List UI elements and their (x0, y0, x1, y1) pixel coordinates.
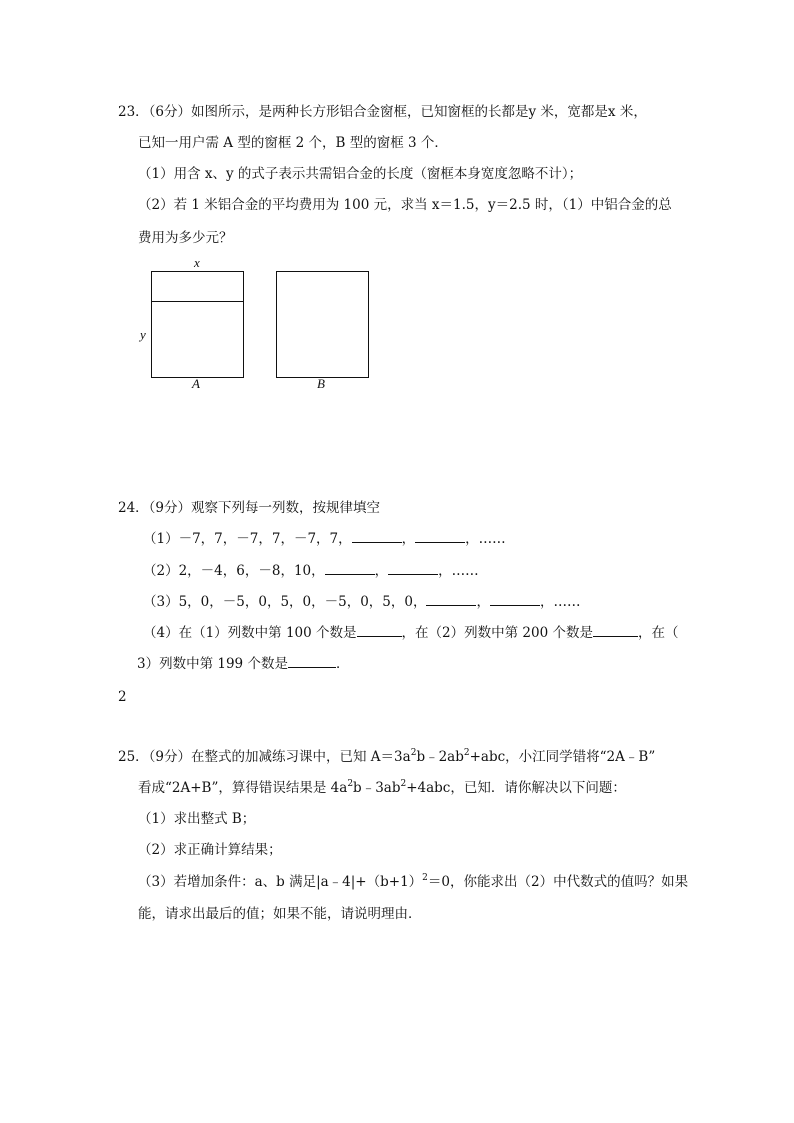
q24-title: 24．（9分）观察下列每一列数，按规律填空 (118, 500, 381, 516)
window-frame-a (151, 271, 244, 378)
superscript: 2 (347, 779, 354, 789)
q25-line1-c: +abc，小江同学错将“2A﹣B” (469, 749, 656, 765)
q24-part1-sequence: （1）－7，7，－7，7，－7，7， (143, 531, 352, 547)
ellipsis: ，…… (438, 563, 479, 579)
answer-blank[interactable] (357, 624, 402, 637)
superscript: 2 (400, 779, 407, 789)
superscript: 2 (410, 748, 417, 758)
q23-part2b: 费用为多少元？ (138, 230, 233, 246)
q24-part4b (137, 654, 349, 674)
q25-part3a (138, 872, 688, 892)
figure-label-a: A (192, 376, 200, 391)
q24-part4a (143, 623, 678, 643)
superscript: 2 (463, 748, 470, 758)
q25-part1: （1）求出整式 B； (138, 811, 256, 827)
q25-part3-a-end: ＝0，你能求出（2）中代数式的值吗？如果 (427, 874, 689, 890)
q23-line1: 23．（6分）如图所示，是两种长方形铝合金窗框，已知窗框的长都是y 米，宽都是x 米， (118, 104, 647, 120)
q23-part1: （1）用含 x、y 的式子表示共需铝合金的长度（窗框本身宽度忽略不计）； (138, 166, 583, 182)
q24-part4-text-2: ，在（2）列数中第 200 个数是 (401, 625, 593, 641)
q25-line2 (138, 778, 626, 798)
q25-line1 (118, 747, 655, 767)
separator: ， (374, 563, 389, 579)
answer-blank[interactable] (388, 562, 438, 575)
ellipsis: ，…… (539, 594, 581, 610)
q23-part2a: （2）若 1 米铝合金的平均费用为 100 元，求当 x＝1.5，y＝2.5 时，（1）中铝合金的总 (138, 197, 672, 213)
q24-part2-sequence: （2）2，－4，6，－8，10， (143, 563, 325, 579)
answer-blank[interactable] (288, 655, 336, 668)
separator: ， (401, 531, 416, 547)
q24-part4-text-4: 3）列数中第 199 个数是 (137, 656, 288, 672)
q24-part3-sequence: （3）5，0，－5，0，5，0，－5，0，5，0， (143, 594, 427, 610)
q25-line1-b: b﹣2ab (416, 749, 464, 765)
q25-line2-b: b﹣3ab (353, 780, 401, 796)
answer-blank[interactable] (426, 593, 476, 606)
answer-blank[interactable] (352, 530, 402, 543)
figure-label-b: B (317, 376, 325, 391)
window-frame-b (276, 271, 369, 378)
q24-part1 (143, 529, 506, 549)
separator: ， (476, 594, 490, 610)
q25-line2-a: 看成“2A+B”，算得错误结果是 4a (138, 780, 348, 796)
figure-label-x: x (194, 255, 200, 270)
answer-blank[interactable] (593, 624, 638, 637)
answer-blank[interactable] (415, 530, 465, 543)
q24-part4-text-1: （4）在（1）列数中第 100 个数是 (143, 625, 357, 641)
answer-blank[interactable] (490, 593, 540, 606)
q24-part4-text-3: ，在（ (637, 625, 679, 641)
window-frame-a-divider (152, 301, 243, 302)
figure-label-y: y (140, 327, 146, 342)
q23-line2: 已知一用户需 A 型的窗框 2 个，B 型的窗框 3 个． (138, 135, 448, 151)
q25-line1-a: 25．（9分）在整式的加减练习课中，已知 A＝3a (118, 749, 411, 765)
superscript: 2 (422, 873, 428, 883)
q24-part3 (143, 592, 580, 612)
stray-number: 2 (118, 689, 127, 705)
q25-part3b: 能，请求出最后的值；如果不能，请说明理由． (138, 906, 422, 922)
q25-line2-c: +4abc，已知．请你解决以下问题： (406, 780, 626, 796)
q25-part3-a: （3）若增加条件：a、b 满足|a﹣4|+（b+1） (138, 874, 423, 890)
answer-blank[interactable] (325, 562, 375, 575)
q24-part4-text-5: ． (335, 656, 350, 672)
ellipsis: ，…… (465, 531, 506, 547)
q25-part2: （2）求正确计算结果； (138, 842, 282, 858)
q24-part2 (143, 561, 479, 581)
